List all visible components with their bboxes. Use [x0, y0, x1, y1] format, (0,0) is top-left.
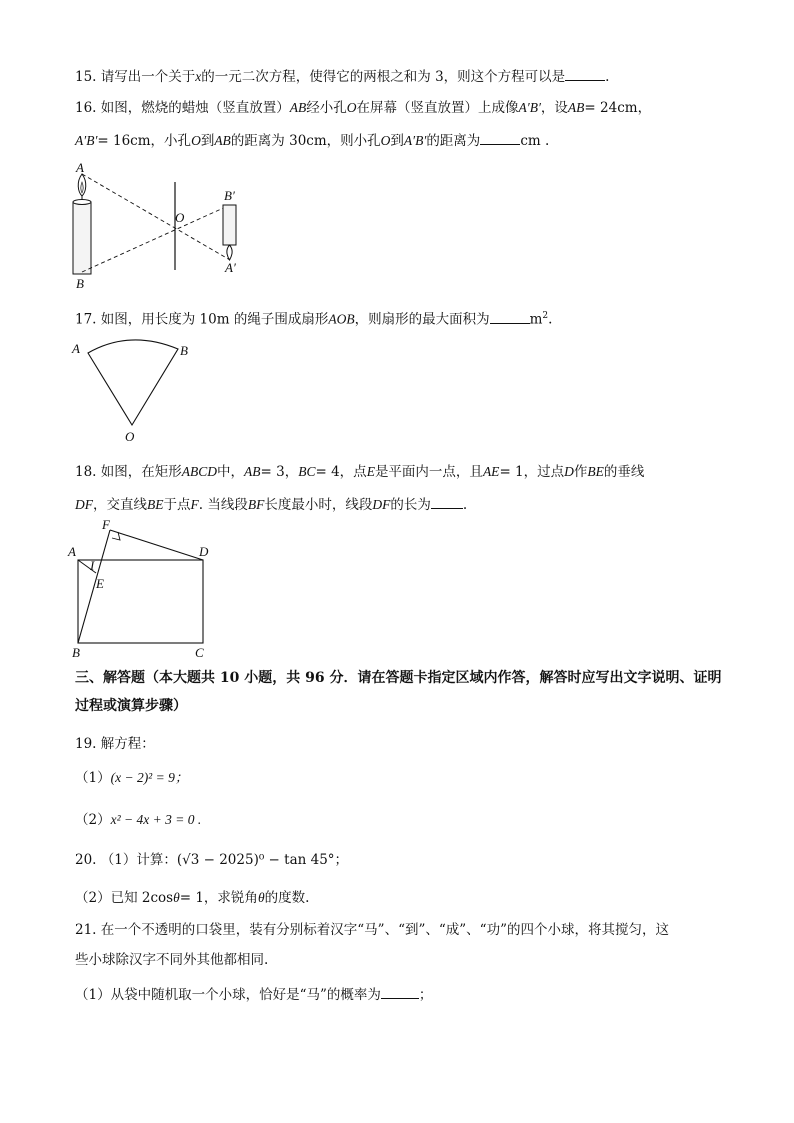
question-21-line-2: 些小球除汉字不同外其他都相同.	[75, 952, 269, 968]
question-text: 在屏幕（竖直放置）上成像	[356, 100, 519, 116]
label-A: A	[76, 160, 84, 175]
candle-body	[73, 202, 91, 274]
question-text: 的距离为 30cm，则小孔	[230, 133, 381, 149]
math: O	[346, 100, 357, 115]
math: BF	[247, 497, 265, 512]
question-text: . 当线段	[198, 497, 248, 513]
question-21-part-1	[75, 984, 432, 1005]
answer-blank[interactable]	[565, 66, 605, 81]
math: E	[366, 464, 375, 479]
question-18-line-2	[75, 494, 467, 515]
question-text: 到	[390, 133, 404, 149]
question-number: 15.	[75, 69, 97, 85]
question-text: 到	[200, 133, 215, 149]
image-flame	[227, 245, 232, 260]
question-text: 于点	[163, 497, 191, 513]
line-BF	[78, 530, 110, 643]
math: AB	[214, 133, 231, 148]
question-text: 的垂线	[603, 464, 645, 480]
image-candle-body	[223, 205, 236, 245]
label-O: O	[175, 210, 185, 225]
math: BE	[147, 497, 164, 512]
question-19-part-2	[75, 810, 201, 830]
label-A: A	[68, 544, 76, 559]
question-text: 作	[573, 464, 588, 480]
unit: m	[529, 311, 543, 328]
math: O	[380, 133, 391, 148]
question-text: （1）从袋中随机取一个小球，恰好是“马”的概率为	[75, 987, 381, 1003]
question-text: 经小孔	[306, 100, 347, 116]
math: D	[564, 464, 574, 479]
question-text: 18. 如图，在矩形	[75, 464, 182, 480]
equation: x² − 4x + 3 = 0 .	[110, 812, 202, 827]
unit-exponent: 2	[542, 311, 549, 321]
label-B: B	[76, 276, 84, 291]
math: AOB	[328, 311, 355, 327]
math: AB	[289, 100, 307, 115]
rectangle-ABCD	[78, 560, 203, 643]
inner-flame-shape	[81, 182, 83, 193]
ray-a	[82, 174, 230, 260]
expression: (√3 − 2025)⁰ − tan 45°；	[176, 852, 349, 868]
question-15	[75, 66, 609, 87]
question-text: 17. 如图，用长度为 10m 的绳子围成扇形	[75, 311, 329, 328]
question-18-line-1	[75, 462, 644, 482]
label-D: D	[199, 544, 209, 559]
punct: ；	[418, 987, 433, 1003]
answer-blank[interactable]	[381, 984, 419, 999]
math: AE	[482, 464, 500, 479]
answer-blank[interactable]	[480, 130, 520, 145]
part-label: （1）	[75, 770, 111, 786]
answer-blank[interactable]	[431, 494, 463, 509]
punct: .	[605, 69, 610, 85]
variable: x	[195, 69, 202, 84]
question-text: 的度数.	[264, 890, 310, 906]
question-text: 20. （1）计算：	[75, 852, 177, 868]
label-O: O	[125, 429, 135, 444]
math: A′B′	[518, 100, 541, 115]
candle-top	[73, 200, 91, 205]
question-20-part-2	[75, 888, 309, 908]
question-19-part-1	[75, 768, 188, 788]
equation: (x − 2)² = 9；	[110, 770, 189, 785]
math: ABCD	[181, 464, 218, 479]
label-E: E	[96, 576, 104, 591]
math: A′B′	[403, 133, 427, 148]
question-17	[75, 306, 552, 330]
question-text: 的一元二次方程，使得它的两根之和为 3，则这个方程可以是	[201, 69, 566, 85]
label-F: F	[102, 517, 110, 532]
question-text: 的距离为	[426, 133, 481, 149]
rectangle-figure	[68, 518, 218, 660]
question-text: = 24cm，	[584, 100, 652, 116]
question-text: （2）已知 2cos	[75, 890, 174, 906]
label-B: B	[180, 343, 188, 358]
math: θ	[257, 890, 265, 905]
question-text: ，设	[540, 100, 568, 116]
question-text: cm .	[520, 133, 550, 149]
question-text: = 16cm，小孔	[97, 133, 192, 149]
punct: .	[548, 311, 553, 328]
math: A′B′	[75, 133, 98, 148]
question-text: ，则扇形的最大面积为	[354, 311, 490, 328]
question-text: 是平面内一点，且	[374, 464, 483, 480]
label-B: B	[72, 645, 80, 660]
question-16-line-2	[75, 130, 549, 151]
label-A: A	[72, 341, 80, 356]
section-3-heading: 三、解答题（本大题共 10 小题，共 96 分．请在答题卡指定区域内作答，解答时应写出文字说明、证明过程或演算步骤）	[75, 670, 722, 714]
question-19-title: 19. 解方程：	[75, 736, 155, 752]
math: θ	[173, 890, 180, 905]
math: DF	[372, 497, 391, 512]
math: F	[190, 497, 199, 512]
sector-shape	[88, 340, 178, 425]
question-text: 请写出一个关于	[100, 69, 196, 85]
math: DF	[75, 497, 93, 512]
question-20-part-1	[75, 850, 348, 870]
question-text: ，交直线	[93, 497, 147, 513]
question-text: 16. 如图，燃烧的蜡烛（竖直放置）	[75, 100, 290, 116]
question-text: = 1，求锐角	[179, 890, 258, 906]
math: BC	[298, 464, 316, 479]
question-text: 中，	[217, 464, 245, 480]
answer-blank[interactable]	[490, 309, 530, 324]
math: BE	[587, 464, 604, 479]
question-16-line-1	[75, 98, 651, 118]
question-21-line-1: 21. 在一个不透明的口袋里，装有分别标着汉字“马”、“到”、“成”、“功”的四个小球，将其搅匀，这	[75, 922, 669, 938]
math: O	[191, 133, 201, 148]
question-text: 长度最小时，线段	[264, 497, 373, 513]
candle-pinhole-figure	[70, 160, 260, 290]
sector-figure	[70, 335, 200, 445]
label-A-prime: A′	[225, 260, 236, 275]
question-text: 的长为	[390, 497, 431, 513]
part-label: （2）	[75, 812, 111, 828]
line-DF	[110, 530, 203, 560]
label-B-prime: B′	[224, 188, 235, 203]
punct: .	[462, 497, 468, 513]
question-text: = 3，	[260, 464, 299, 480]
math: AB	[567, 100, 585, 115]
math: AB	[244, 464, 261, 479]
ray-b	[82, 205, 230, 272]
question-text: = 1，过点	[499, 464, 565, 480]
question-text: = 4，点	[315, 464, 367, 480]
label-C: C	[195, 645, 204, 660]
label-I: I	[90, 558, 95, 573]
